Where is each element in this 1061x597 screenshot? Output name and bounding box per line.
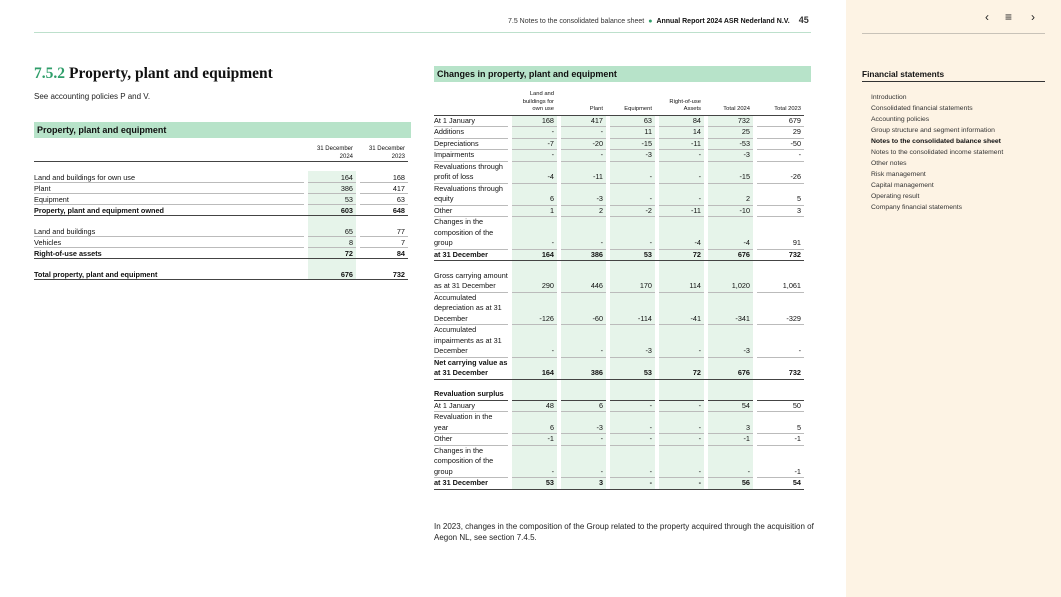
- col-header: Land and buildings for own use: [512, 89, 557, 115]
- table-row: Land and buildings 65 77: [34, 225, 408, 236]
- toc-item[interactable]: Company financial statements: [871, 204, 963, 211]
- table-row: At 1 January 168 417 63 84 732 679: [434, 115, 804, 127]
- toc-item[interactable]: Operating result: [871, 193, 920, 200]
- page-title: [34, 65, 273, 83]
- footnote: In 2023, changes in the composition of the Group related to the property acquired through the acquisition of Aegon NL, see section 7.4.5.: [434, 522, 814, 542]
- table-header-row: [34, 143, 408, 161]
- table-row: Revaluations through equity 6 -3 - - 2 5: [434, 183, 804, 205]
- table-row: Gross carrying amount as at 31 December 290 446 170 114 1,020 1,061: [434, 271, 804, 293]
- table-row: Impairments - - -3 - -3 -: [434, 150, 804, 162]
- table-row: Revaluations through profit of loss -4 -11 - - -15 -26: [434, 161, 804, 183]
- table-header-row: [434, 89, 804, 115]
- ppe-table: [34, 143, 408, 280]
- table-row: Changes in the composition of the group - - - -4 -4 91: [434, 217, 804, 250]
- table-row: Accumulated depreciation as at 31 December -126 -60 -114 -41 -341 -329: [434, 292, 804, 325]
- toc-item[interactable]: Capital management: [871, 182, 934, 189]
- toc-item[interactable]: Notes to the consolidated income statement: [871, 149, 1004, 156]
- toc-item[interactable]: Introduction: [871, 94, 907, 101]
- col-header: 31 December 2023: [360, 143, 408, 161]
- table-row: Changes in the composition of the group - - - - - -1: [434, 445, 804, 478]
- toc-item[interactable]: Consolidated financial statements: [871, 105, 973, 112]
- table-row: Depreciations -7 -20 -15 -11 -53 -50: [434, 138, 804, 150]
- table-grand-total-row: Total property, plant and equipment 676 732: [34, 268, 408, 279]
- table2-title: Changes in property, plant and equipment: [434, 66, 811, 82]
- bullet-icon: ●: [648, 18, 653, 25]
- toc-item[interactable]: Risk management: [871, 171, 926, 178]
- page-number: 45: [798, 15, 809, 25]
- table-row: Net carrying value as at 31 December 164 386 53 72 676 732: [434, 357, 804, 379]
- header-section: 7.5 Notes to the consolidated balance sheet: [508, 18, 645, 25]
- accounting-policies-ref: See accounting policies P and V.: [34, 92, 151, 101]
- header-divider: [34, 32, 811, 33]
- table1-title: Property, plant and equipment: [34, 122, 411, 138]
- table-total-row: Right-of-use assets 72 84: [34, 247, 408, 258]
- col-header: Equipment: [610, 89, 655, 115]
- section-number: 7.5.2: [34, 65, 65, 82]
- col-header: Total 2023: [757, 89, 804, 115]
- previous-page-icon[interactable]: ‹: [985, 10, 989, 24]
- next-page-icon[interactable]: ›: [1031, 10, 1035, 24]
- table-row: Equipment 53 63: [34, 193, 408, 204]
- toc-item[interactable]: Other notes: [871, 160, 907, 167]
- toc-item[interactable]: Notes to the consolidated balance sheet: [871, 138, 1001, 145]
- menu-icon[interactable]: ≡: [1005, 10, 1013, 24]
- header-report: Annual Report 2024 ASR Nederland N.V.: [656, 18, 790, 25]
- table-total-row: Property, plant and equipment owned 603 648: [34, 204, 408, 215]
- table-row: Accumulated impairments as at 31 December - - -3 - -3 -: [434, 325, 804, 358]
- col-header: Total 2024: [708, 89, 753, 115]
- toc-item[interactable]: Accounting policies: [871, 116, 930, 123]
- table-row: Revaluation in the year 6 -3 - - 3 5: [434, 412, 804, 434]
- table-row: At 1 January 48 6 - - 54 50: [434, 400, 804, 412]
- table-row: Other 1 2 -2 -11 -10 3: [434, 205, 804, 217]
- table-row: Vehicles 8 7: [34, 236, 408, 247]
- toc-item[interactable]: Group structure and segment information: [871, 127, 995, 134]
- col-header: Right-of-use Assets: [659, 89, 704, 115]
- table-row: Additions - - 11 14 25 29: [434, 127, 804, 139]
- sidebar-title[interactable]: Financial statements: [862, 69, 1045, 82]
- table-row: at 31 December 53 3 - - 56 54: [434, 478, 804, 490]
- running-header: [508, 15, 809, 25]
- col-header: Plant: [561, 89, 606, 115]
- ppe-changes-table: [434, 89, 804, 490]
- table-row: Plant 386 417: [34, 182, 408, 193]
- section-title: Property, plant and equipment: [69, 65, 273, 82]
- sidebar-divider: [862, 33, 1045, 34]
- table-row: Other -1 - - - -1 -1: [434, 434, 804, 446]
- table-row: Land and buildings for own use 164 168: [34, 171, 408, 182]
- navigation-sidebar: [846, 0, 1061, 597]
- toc-list: [871, 92, 1003, 213]
- section-heading-row: Revaluation surplus: [434, 389, 804, 400]
- col-header: 31 December 2024: [308, 143, 356, 161]
- table-row: at 31 December 164 386 53 72 676 732: [434, 249, 804, 261]
